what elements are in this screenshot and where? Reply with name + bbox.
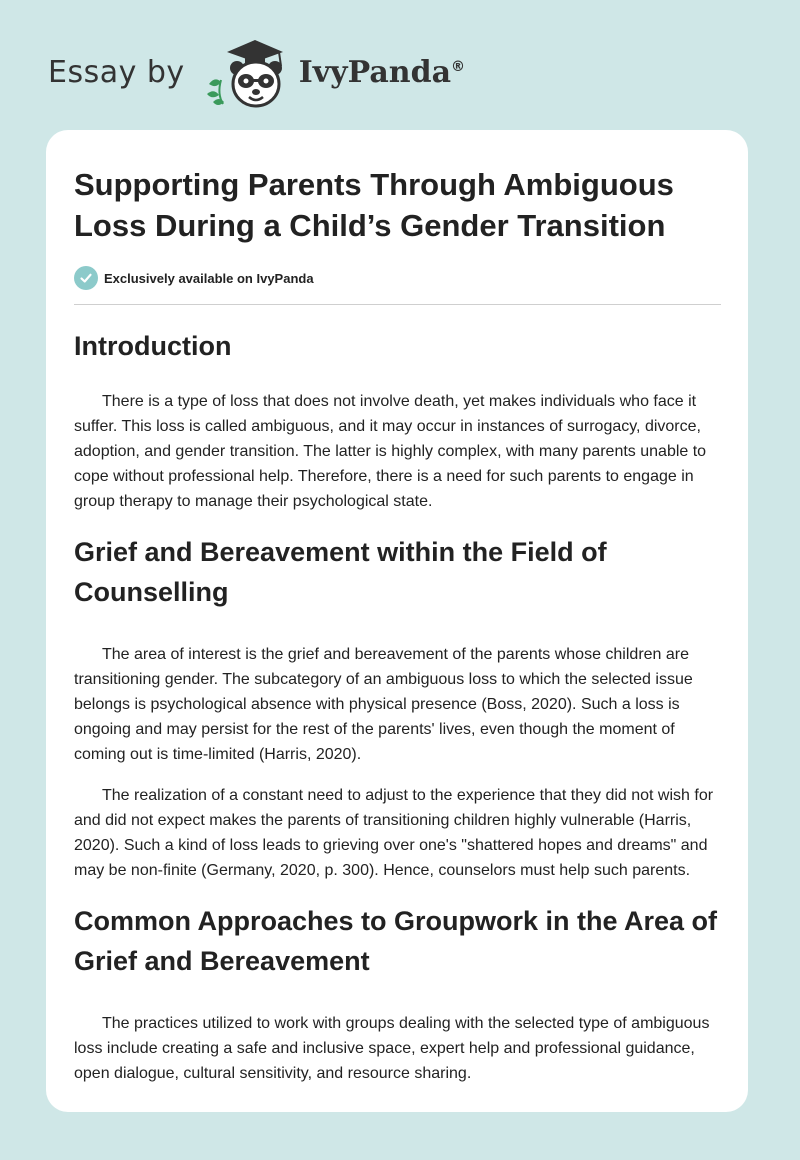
brand-name[interactable] bbox=[299, 55, 465, 90]
section-heading-grief: Grief and Bereavement within the Field of Counselling bbox=[74, 537, 607, 607]
title-divider bbox=[74, 304, 721, 305]
paragraph: The realization of a constant need to adjust to the experience that they did not wish for and did not expect makes the parents of transitioning children highly vulnerable (Harris, 2020). Such a kind of loss leads to grieving over one's "shattered hopes and dreams" and may be non-finite (Germany, 2020, p. 300). Hence, counselors must help such parents. bbox=[74, 787, 714, 879]
paragraph: The practices utilized to work with groups dealing with the selected type of ambiguous loss include creating a safe and inclusive space, expert help and professional guidance, open dialogue, cultural sensitivity, and resource sharing. bbox=[74, 1015, 710, 1082]
section-heading-common-approaches: Common Approaches to Groupwork in the Area of Grief and Bereavement bbox=[74, 906, 718, 976]
essay-card bbox=[46, 130, 748, 1112]
trademark-mark: ® bbox=[451, 58, 466, 75]
paragraph: There is a type of loss that does not involve death, yet makes individuals who face it suffer. This loss is called ambiguous, and it may occur in instances of surrogacy, divorce, adoption, and gender transition. The latter is highly complex, with many parents unable to cope without professional help. Therefore, there is a need for such parents to engage in group therapy to manage their psychological state. bbox=[74, 393, 707, 510]
exclusive-badge bbox=[74, 266, 721, 290]
site-header bbox=[48, 32, 465, 112]
brand-text: IvyPanda bbox=[298, 54, 452, 90]
exclusive-text: Exclusively available on IvyPanda bbox=[104, 270, 314, 286]
essay-title: Supporting Parents Through Ambiguous Loss During a Child’s Gender Transition bbox=[74, 167, 674, 243]
essay-by-label: Essay by bbox=[48, 54, 185, 90]
panda-logo-icon[interactable] bbox=[199, 32, 295, 112]
paragraph: The area of interest is the grief and bereavement of the parents whose children are transitioning gender. The subcategory of an ambiguous loss to which the selected issue belongs is psychological absence with physical presence (Boss, 2020). Such a loss is ongoing and may persist for the rest of the parents' lives, even though the moment of coming out is time-limited (Harris, 2020). bbox=[74, 646, 693, 763]
section-heading-introduction: Introduction bbox=[74, 331, 232, 361]
check-icon bbox=[74, 266, 98, 290]
